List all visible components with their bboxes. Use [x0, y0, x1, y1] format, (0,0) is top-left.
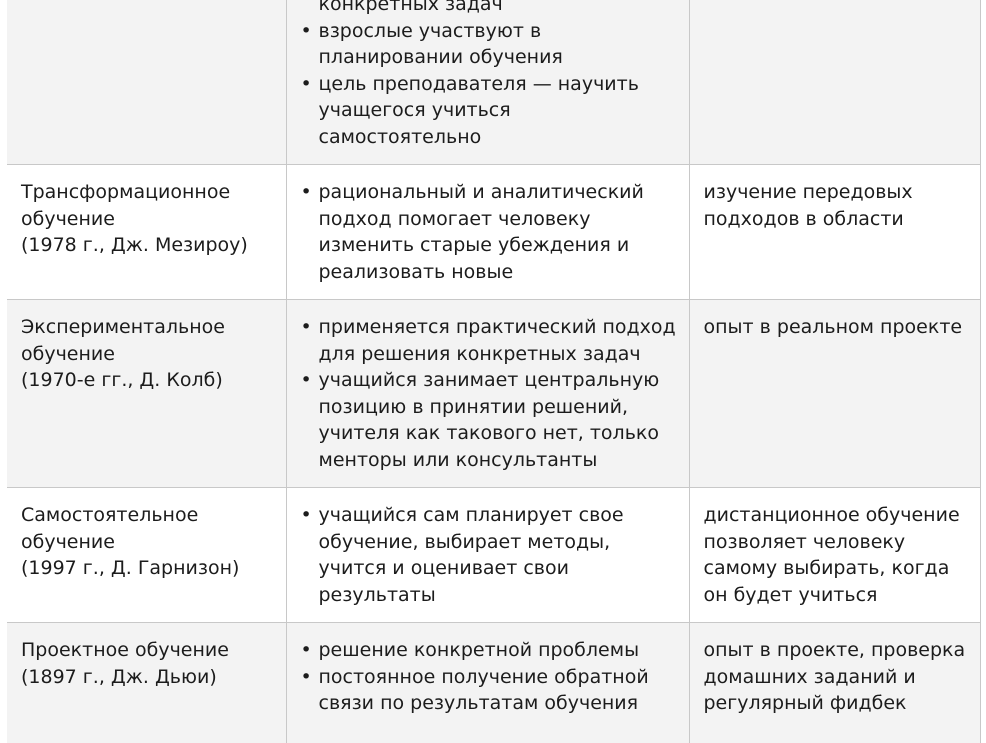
example-text-line: подходов в области	[703, 207, 904, 230]
example-text-line: изучение передовых	[703, 181, 913, 203]
feature-text-line: реализовать новые	[318, 260, 514, 283]
example-text-line: самому выбирать, когда	[703, 557, 950, 579]
example-cell	[689, 165, 980, 300]
feature-text-line: • учащийся сам планирует свое	[318, 504, 624, 526]
learning-theories-table	[7, 0, 981, 743]
example-cell	[689, 623, 980, 743]
theory-text-line: Экспериментальное	[21, 316, 225, 338]
example-cell	[689, 0, 980, 165]
table-row	[7, 300, 980, 488]
feature-item	[301, 637, 676, 664]
feature-item	[301, 179, 676, 285]
example-text-line: дистанционное обучение	[703, 504, 960, 526]
table-body	[7, 0, 980, 743]
feature-text-line: самостоятельно	[318, 125, 482, 148]
theory-cell	[7, 300, 286, 488]
feature-item	[301, 71, 676, 151]
feature-text-line: связи по результатам обучения	[318, 692, 639, 714]
theory-cell	[7, 488, 286, 623]
example-text-line: опыт в реальном проекте	[703, 316, 963, 338]
feature-text-line: конкретных задач	[318, 0, 503, 15]
example-cell	[689, 488, 980, 623]
theory-cell	[7, 623, 286, 743]
feature-text-line: для решения конкретных задач	[318, 342, 641, 365]
feature-text-line: учителя как такового нет, только	[318, 422, 659, 444]
feature-text-line: результаты	[318, 583, 436, 606]
theory-cell	[7, 165, 286, 300]
features-list	[301, 179, 676, 285]
features-cell	[286, 165, 689, 300]
features-cell	[286, 0, 689, 165]
features-list	[301, 502, 676, 608]
feature-text-line: • применяется практический подход	[318, 316, 676, 338]
feature-text-line: • решение конкретной проблемы	[318, 639, 640, 661]
table-row	[7, 0, 980, 165]
feature-item	[301, 367, 676, 473]
feature-item	[301, 18, 676, 71]
feature-item	[301, 502, 676, 608]
example-text-line: он будет учиться	[703, 583, 878, 606]
features-cell	[286, 623, 689, 743]
feature-text-line: учится и оценивает свои	[318, 557, 569, 579]
theory-cell	[7, 0, 286, 165]
theory-text-line: (1997 г., Д. Гарнизон)	[21, 557, 240, 579]
theory-text-line: обучение	[21, 207, 115, 230]
feature-text-line: планировании обучения	[318, 46, 563, 68]
feature-text-line: • учащийся занимает центральную	[318, 369, 660, 391]
theory-text-line: Самостоятельное	[21, 504, 199, 526]
feature-text-line: • цель преподавателя — научить	[318, 72, 639, 95]
features-list	[301, 637, 676, 717]
features-cell	[286, 300, 689, 488]
table-row	[7, 165, 980, 300]
feature-text-line: обучение, выбирает методы,	[318, 530, 611, 553]
example-text-line: опыт в проекте, проверка	[703, 639, 966, 661]
feature-text-line: подход помогает человеку	[318, 207, 591, 230]
theory-text-line: Трансформационное	[21, 181, 231, 203]
feature-item	[301, 314, 676, 367]
theory-text-line: обучение	[21, 530, 115, 553]
feature-text-line: менторы или консультанты	[318, 448, 598, 471]
theory-text-line: (1978 г., Дж. Мезироу)	[21, 234, 248, 256]
example-cell	[689, 300, 980, 488]
feature-text-line: • постоянное получение обратной	[318, 665, 649, 688]
features-list	[301, 0, 676, 150]
feature-text-line: • взрослые участвуют в	[318, 19, 542, 42]
feature-text-line: • рациональный и аналитический	[318, 181, 644, 203]
features-cell	[286, 488, 689, 623]
theory-text-line: (1897 г., Дж. Дьюи)	[21, 665, 217, 688]
theory-text-line: (1970-е гг., Д. Колб)	[21, 369, 223, 391]
table-row	[7, 488, 980, 623]
learning-theories-table-wrap	[7, 0, 980, 743]
example-text-line: домашних заданий и	[703, 665, 916, 688]
features-list	[301, 314, 676, 473]
theory-text-line: Проектное обучение	[21, 639, 229, 661]
example-text-line: регулярный фидбек	[703, 692, 907, 714]
feature-item	[301, 664, 676, 717]
feature-text-line: изменить старые убеждения и	[318, 234, 630, 256]
example-text-line: позволяет человеку	[703, 530, 906, 553]
theory-text-line: обучение	[21, 342, 115, 365]
feature-item	[301, 0, 676, 18]
feature-text-line: позицию в принятии решений,	[318, 395, 629, 418]
feature-text-line: учащегося учиться	[318, 99, 511, 121]
table-row	[7, 623, 980, 743]
